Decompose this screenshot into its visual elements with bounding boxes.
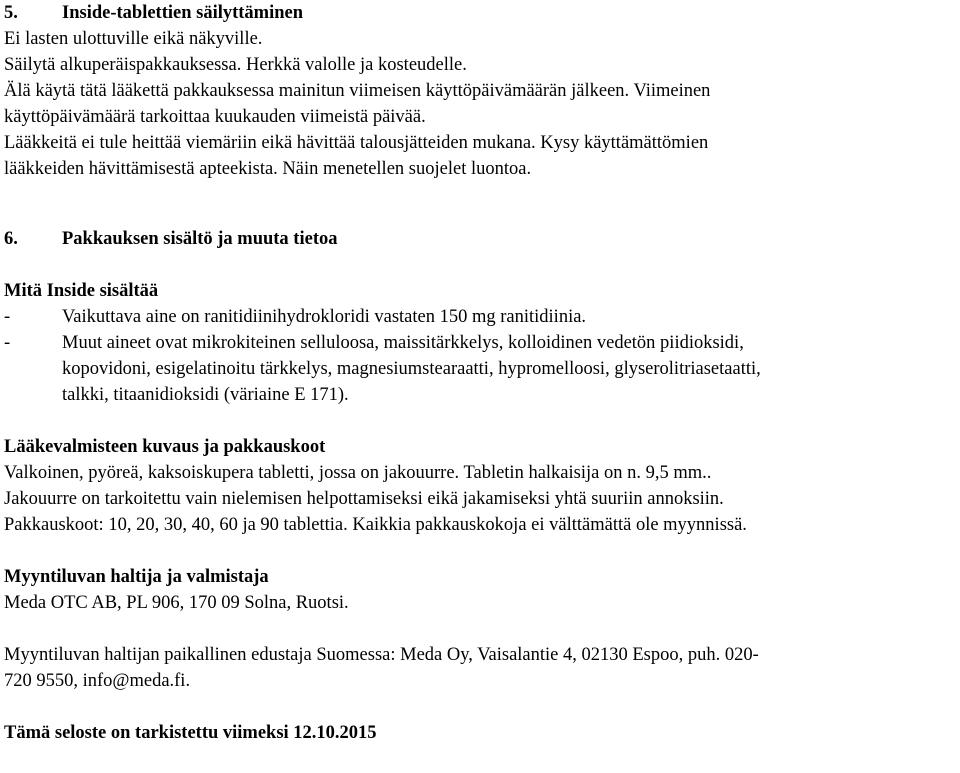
bullet-line: kopovidoni, esigelatinoitu tärkkelys, magnesiumstearaatti, hypromelloosi, glyserolitriasetaatti, [62, 359, 761, 379]
section-5-title: Inside-tablettien säilyttäminen [62, 3, 304, 23]
spacer [4, 252, 960, 278]
bullet-item-other-ingredients [4, 330, 960, 408]
spacer [4, 616, 960, 642]
bullet-item-active-substance [4, 304, 960, 330]
contents-heading: Mitä Inside sisältää [4, 281, 159, 301]
section-5-heading [4, 0, 960, 26]
section-5-number: 5. [4, 3, 18, 23]
description-line: Pakkauskoot: 10, 20, 30, 40, 60 ja 90 tablettia. Kaikkia pakkauskokoja ei välttämättä ole myynnissä. [4, 515, 747, 535]
spacer [4, 694, 960, 720]
section-6-title: Pakkauksen sisältö ja muuta tietoa [62, 229, 338, 249]
section-6-heading [4, 226, 960, 252]
section-5-line: Lääkkeitä ei tule heittää viemäriin eikä hävittää talousjätteiden mukana. Kysy käyttämättömien [4, 133, 709, 153]
section-5-line: lääkkeiden hävittämisestä apteekista. Näin menetellen suojelet luontoa. [4, 159, 532, 179]
section-5-line: Säilytä alkuperäispakkauksessa. Herkkä valolle ja kosteudelle. [4, 55, 467, 75]
bullet-line: talkki, titaanidioksidi (väriaine E 171). [62, 385, 349, 405]
revision-date-line: Tämä seloste on tarkistettu viimeksi 12.10.2015 [4, 723, 377, 743]
bullet-text: Vaikuttava aine on ranitidiinihydrokloridi vastaten 150 mg ranitidiinia. [62, 307, 587, 327]
spacer [4, 408, 960, 434]
description-line: Jakouurre on tarkoitettu vain nielemisen helpottamiseksi eikä jakamiseksi yhtä suuriin annoksiin. [4, 489, 724, 509]
description-heading: Lääkevalmisteen kuvaus ja pakkauskoot [4, 437, 326, 457]
section-5-line: Ei lasten ulottuville eikä näkyville. [4, 29, 263, 49]
bullet-dash: - [4, 333, 11, 353]
bullet-line: Muut aineet ovat mikrokiteinen selluloosa, maissitärkkelys, kolloidinen vedetön piidioksidi, [62, 333, 744, 353]
document-page [4, 0, 960, 746]
spacer [4, 182, 960, 226]
representative-line: Myyntiluvan haltijan paikallinen edustaja Suomessa: Meda Oy, Vaisalantie 4, 02130 Espoo, puh. 020- [4, 645, 759, 665]
section-5-line: käyttöpäivämäärä tarkoittaa kuukauden viimeistä päivää. [4, 107, 426, 127]
representative-line: 720 9550, info@meda.fi. [4, 671, 191, 691]
section-5-line: Älä käytä tätä lääkettä pakkauksessa mainitun viimeisen käyttöpäivämäärän jälkeen. Viimeinen [4, 81, 711, 101]
spacer [4, 538, 960, 564]
holder-address: Meda OTC AB, PL 906, 170 09 Solna, Ruotsi. [4, 593, 349, 613]
section-6-number: 6. [4, 229, 18, 249]
holder-heading: Myyntiluvan haltija ja valmistaja [4, 567, 269, 587]
bullet-dash: - [4, 307, 11, 327]
bullet-text [62, 330, 960, 408]
description-line: Valkoinen, pyöreä, kaksoiskupera tabletti, jossa on jakouurre. Tabletin halkaisija on n. 9,5 mm.. [4, 463, 712, 483]
